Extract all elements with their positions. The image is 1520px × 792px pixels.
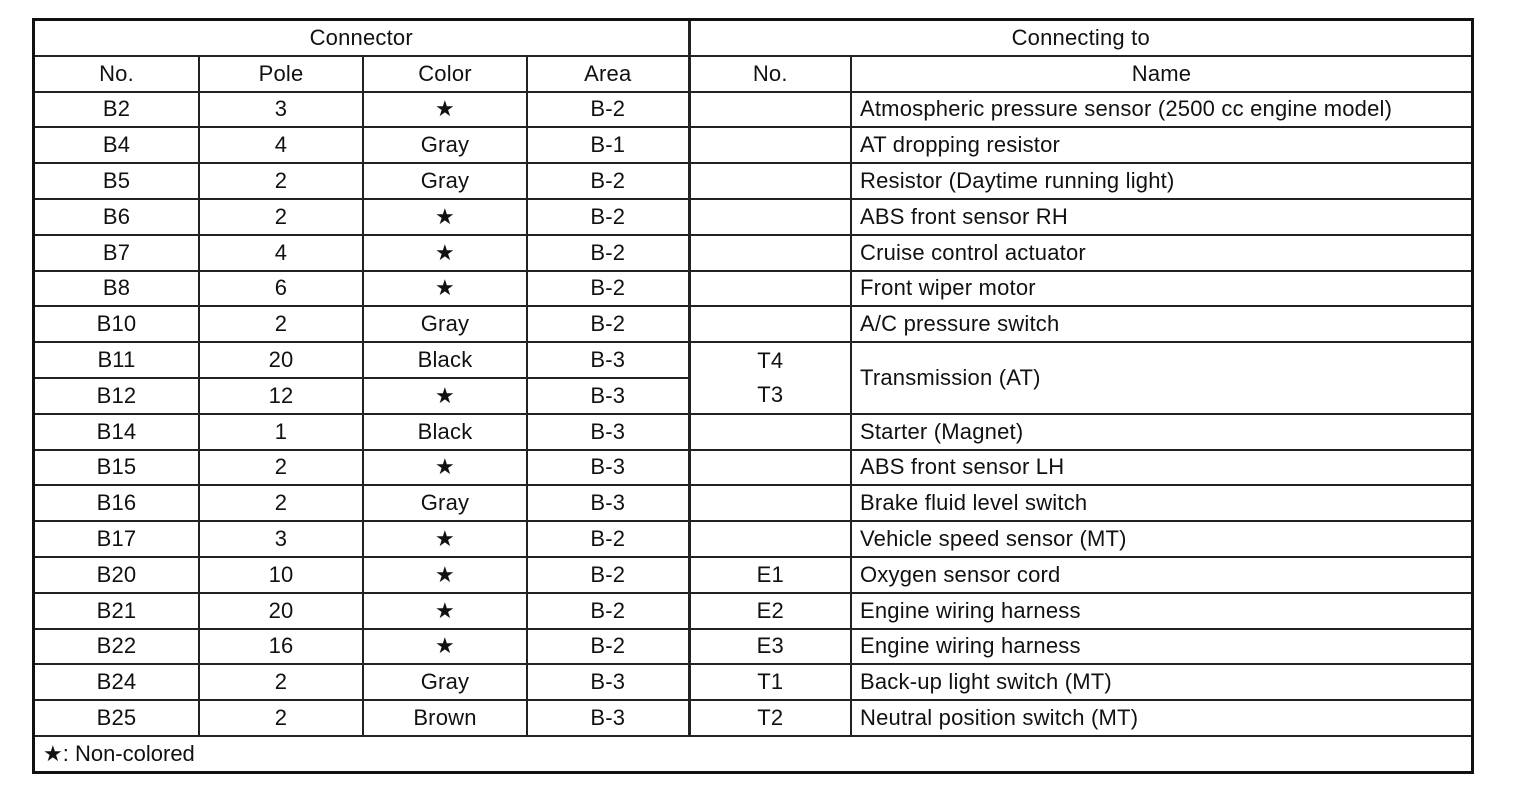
cell-to-no: E1: [689, 557, 851, 593]
cell-color: ★: [363, 521, 527, 557]
cell-pole: 16: [199, 629, 363, 665]
cell-color: ★: [363, 450, 527, 486]
table-row: [35, 163, 1471, 199]
column-header-color: Color: [363, 56, 527, 92]
cell-name: Engine wiring harness: [851, 593, 1471, 629]
cell-name: Front wiper motor: [851, 271, 1471, 307]
cell-no: B8: [35, 271, 199, 307]
cell-name: ABS front sensor LH: [851, 450, 1471, 486]
cell-to-no: T2: [689, 700, 851, 736]
cell-name: Brake fluid level switch: [851, 485, 1471, 521]
cell-pole: 2: [199, 163, 363, 199]
cell-name: A/C pressure switch: [851, 306, 1471, 342]
cell-pole: 10: [199, 557, 363, 593]
cell-color: Black: [363, 414, 527, 450]
cell-pole: 3: [199, 521, 363, 557]
cell-color: ★: [363, 92, 527, 128]
cell-to-no: [689, 521, 851, 557]
cell-area: B-2: [527, 521, 689, 557]
cell-pole: 1: [199, 414, 363, 450]
cell-area: B-3: [527, 450, 689, 486]
cell-name: Atmospheric pressure sensor (2500 cc engine model): [851, 92, 1471, 128]
table-row: [35, 92, 1471, 128]
cell-color: Gray: [363, 163, 527, 199]
cell-area: B-2: [527, 199, 689, 235]
cell-no: B7: [35, 235, 199, 271]
table-row: [35, 271, 1471, 307]
cell-pole: 4: [199, 235, 363, 271]
legend-non-colored: ★: Non-colored: [43, 741, 195, 766]
cell-area: B-2: [527, 593, 689, 629]
cell-pole: 2: [199, 485, 363, 521]
table-row: [35, 235, 1471, 271]
cell-area: B-3: [527, 485, 689, 521]
cell-to-no: T3: [689, 378, 851, 414]
table-row: [35, 199, 1471, 235]
cell-name: ABS front sensor RH: [851, 199, 1471, 235]
cell-color: ★: [363, 235, 527, 271]
cell-pole: 3: [199, 92, 363, 128]
cell-color: ★: [363, 593, 527, 629]
cell-name: Engine wiring harness: [851, 629, 1471, 665]
cell-pole: 6: [199, 271, 363, 307]
cell-no: B4: [35, 127, 199, 163]
cell-to-no: E2: [689, 593, 851, 629]
cell-to-no: E3: [689, 629, 851, 665]
cell-pole: 2: [199, 306, 363, 342]
cell-to-no: [689, 306, 851, 342]
table-row: [35, 700, 1471, 736]
cell-color: Gray: [363, 306, 527, 342]
table-row: [35, 557, 1471, 593]
cell-no: B21: [35, 593, 199, 629]
cell-color: ★: [363, 557, 527, 593]
cell-no: B15: [35, 450, 199, 486]
cell-color: Brown: [363, 700, 527, 736]
column-header-area: Area: [527, 56, 689, 92]
cell-area: B-2: [527, 92, 689, 128]
cell-name: Neutral position switch (MT): [851, 700, 1471, 736]
cell-area: B-3: [527, 414, 689, 450]
table-row: [35, 629, 1471, 665]
connector-table: [35, 21, 1471, 737]
connector-group-header: Connector: [35, 21, 689, 56]
column-header-to-no: No.: [689, 56, 851, 92]
column-header-no: No.: [35, 56, 199, 92]
cell-no: B2: [35, 92, 199, 128]
table-row: [35, 342, 1471, 378]
cell-pole: 2: [199, 664, 363, 700]
cell-pole: 2: [199, 450, 363, 486]
cell-name: Resistor (Daytime running light): [851, 163, 1471, 199]
cell-area: B-3: [527, 700, 689, 736]
cell-color: ★: [363, 629, 527, 665]
cell-to-no: [689, 92, 851, 128]
cell-area: B-2: [527, 557, 689, 593]
cell-no: B12: [35, 378, 199, 414]
column-header-pole: Pole: [199, 56, 363, 92]
cell-to-no: T1: [689, 664, 851, 700]
cell-no: B16: [35, 485, 199, 521]
table-row: [35, 450, 1471, 486]
cell-to-no: [689, 271, 851, 307]
table-row: [35, 521, 1471, 557]
table-row: [35, 127, 1471, 163]
cell-area: B-3: [527, 342, 689, 378]
cell-color: ★: [363, 378, 527, 414]
cell-to-no: [689, 127, 851, 163]
cell-to-no: [689, 450, 851, 486]
cell-name: Cruise control actuator: [851, 235, 1471, 271]
cell-name: Oxygen sensor cord: [851, 557, 1471, 593]
cell-color: Gray: [363, 127, 527, 163]
connector-table-frame: [32, 18, 1474, 774]
cell-no: B14: [35, 414, 199, 450]
connecting-to-group-header: Connecting to: [689, 21, 1471, 56]
cell-no: B11: [35, 342, 199, 378]
cell-area: B-3: [527, 664, 689, 700]
cell-color: Gray: [363, 664, 527, 700]
cell-color: ★: [363, 271, 527, 307]
cell-to-no: T4: [689, 342, 851, 378]
cell-color: Black: [363, 342, 527, 378]
cell-no: B20: [35, 557, 199, 593]
cell-name: Back-up light switch (MT): [851, 664, 1471, 700]
table-row: [35, 664, 1471, 700]
cell-name: Vehicle speed sensor (MT): [851, 521, 1471, 557]
cell-to-no: [689, 485, 851, 521]
cell-area: B-2: [527, 163, 689, 199]
cell-area: B-1: [527, 127, 689, 163]
table-row: [35, 414, 1471, 450]
cell-no: B22: [35, 629, 199, 665]
cell-pole: 20: [199, 342, 363, 378]
cell-to-no: [689, 199, 851, 235]
cell-area: B-3: [527, 378, 689, 414]
cell-area: B-2: [527, 629, 689, 665]
cell-no: B10: [35, 306, 199, 342]
table-row: [35, 485, 1471, 521]
cell-pole: 20: [199, 593, 363, 629]
cell-pole: 12: [199, 378, 363, 414]
cell-no: B17: [35, 521, 199, 557]
cell-pole: 2: [199, 199, 363, 235]
cell-to-no: [689, 414, 851, 450]
cell-no: B25: [35, 700, 199, 736]
cell-no: B6: [35, 199, 199, 235]
column-header-name: Name: [851, 56, 1471, 92]
cell-to-no: [689, 235, 851, 271]
cell-name: AT dropping resistor: [851, 127, 1471, 163]
cell-pole: 4: [199, 127, 363, 163]
cell-no: B24: [35, 664, 199, 700]
cell-name: Starter (Magnet): [851, 414, 1471, 450]
cell-pole: 2: [199, 700, 363, 736]
cell-area: B-2: [527, 235, 689, 271]
cell-no: B5: [35, 163, 199, 199]
table-row: [35, 593, 1471, 629]
cell-color: ★: [363, 199, 527, 235]
cell-name-merged: Transmission (AT): [851, 342, 1471, 414]
group-header-row: [35, 21, 1471, 56]
cell-area: B-2: [527, 306, 689, 342]
table-row: [35, 306, 1471, 342]
cell-to-no: [689, 163, 851, 199]
column-header-row: [35, 56, 1471, 92]
cell-color: Gray: [363, 485, 527, 521]
cell-area: B-2: [527, 271, 689, 307]
